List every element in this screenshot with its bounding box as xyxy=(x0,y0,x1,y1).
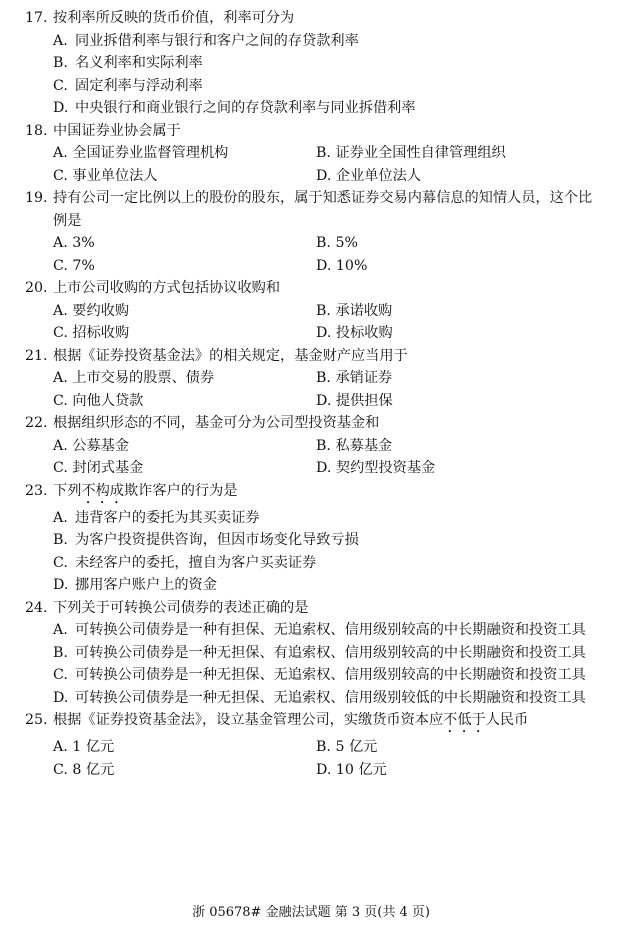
question-text: 根据《证券投资基金法》，设立基金管理公司，实缴货币资本应不低于人民币 xyxy=(53,712,529,728)
question-text: 根据组织形态的不同，基金可分为公司型投资基金和 xyxy=(53,415,380,431)
option-c: C. 8 亿元 xyxy=(53,761,115,778)
option-c: C. 事业单位法人 xyxy=(53,167,158,184)
question-23 xyxy=(0,480,622,597)
question-stem xyxy=(0,480,622,507)
question-18 xyxy=(0,120,622,188)
question-number: 23. xyxy=(25,482,48,499)
option-a: A. 全国证券业监督管理机构 xyxy=(53,145,229,161)
option-c: C. 可转换公司债券是一种无担保、无追索权、信用级别较高的中长期融资和投资工具 xyxy=(53,667,586,683)
question-number: 19. xyxy=(25,190,48,206)
option-d: D. 挪用客户账户上的资金 xyxy=(53,577,217,593)
option-c: C. 固定利率与浮动利率 xyxy=(53,77,203,94)
option-c: C. 封闭式基金 xyxy=(53,460,144,476)
option-d: D. 提供担保 xyxy=(316,392,393,409)
question-22 xyxy=(0,412,622,480)
question-text: 根据《证券投资基金法》的相关规定，基金财产应当用于 xyxy=(53,347,408,364)
option-d: D. 10 亿元 xyxy=(316,761,387,778)
question-number: 24. xyxy=(25,599,48,616)
option-d: D. 企业单位法人 xyxy=(316,167,422,184)
option-c: C. 向他人贷款 xyxy=(53,392,144,409)
question-text: 下列关于可转换公司债券的表述正确的是 xyxy=(53,599,309,616)
option-c: C. 7% xyxy=(53,257,95,274)
option-b: B. 5% xyxy=(316,235,358,251)
emphasis-text: 不低于 xyxy=(443,712,486,728)
option-b: B. 承诺收购 xyxy=(316,302,393,319)
question-number: 20. xyxy=(25,280,48,296)
question-text: 按利率所反映的货币价值，利率可分为 xyxy=(53,10,295,26)
option-b: B. 私募基金 xyxy=(316,437,393,454)
option-b: B. 5 亿元 xyxy=(316,739,378,755)
question-stem xyxy=(0,277,622,300)
option-b: B. 为客户投资提供咨询，但因市场变化导致亏损 xyxy=(53,532,359,548)
option-b: B. 证券业全国性自律管理组织 xyxy=(316,145,506,161)
question-text: 下列不构成欺诈客户的行为是 xyxy=(53,482,238,499)
option-b: B. 可转换公司债券是一种无担保、有追索权、信用级别较高的中长期融资和投资工具 xyxy=(53,644,586,661)
option-d: D. 契约型投资基金 xyxy=(316,460,436,476)
question-stem xyxy=(0,120,622,143)
question-17 xyxy=(0,7,622,120)
question-stem xyxy=(0,709,622,736)
question-21 xyxy=(0,345,622,413)
option-a: A. 同业拆借利率与银行和客户之间的存贷款利率 xyxy=(53,32,359,49)
option-d: D. 可转换公司债券是一种无担保、无追索权、信用级别较低的中长期融资和投资工具 xyxy=(53,689,586,706)
option-d: D. 投标收购 xyxy=(316,325,393,341)
question-stem xyxy=(0,7,622,30)
question-number: 22. xyxy=(25,415,48,431)
option-d: D. 中央银行和商业银行之间的存贷款利率与同业拆借利率 xyxy=(53,100,416,116)
emphasis-text: 不构成 xyxy=(81,482,124,499)
option-a: A. 3% xyxy=(53,235,95,251)
question-text: 持有公司一定比例以上的股份的股东，属于知悉证券交易内幕信息的知情人员，这个比例是 xyxy=(53,190,593,229)
option-a: A. 违背客户的委托为其买卖证券 xyxy=(53,509,260,526)
option-a: A. 可转换公司债券是一种有担保、无追索权、信用级别较高的中长期融资和投资工具 xyxy=(53,622,586,638)
question-text: 中国证券业协会属于 xyxy=(53,122,181,139)
option-a: A. 公募基金 xyxy=(53,437,130,454)
option-a: A. 上市交易的股票、债券 xyxy=(53,370,215,386)
question-number: 21. xyxy=(25,347,48,364)
option-a: A. 要约收购 xyxy=(53,302,130,319)
question-text: 上市公司收购的方式包括协议收购和 xyxy=(53,280,281,296)
question-number: 18. xyxy=(25,122,48,139)
option-b: B. 承销证券 xyxy=(316,370,393,386)
question-20 xyxy=(0,277,622,345)
option-c: C. 招标收购 xyxy=(53,325,130,341)
option-a: A. 1 亿元 xyxy=(53,739,115,755)
question-stem xyxy=(0,345,622,368)
question-stem xyxy=(0,597,622,620)
question-stem xyxy=(0,412,622,435)
question-stem xyxy=(0,187,622,232)
question-number: 17. xyxy=(25,10,48,26)
question-24 xyxy=(0,597,622,710)
page-footer: 浙 05678# 金融法试题 第 3 页(共 4 页) xyxy=(192,905,430,920)
option-d: D. 10% xyxy=(316,257,368,274)
question-19 xyxy=(0,187,622,277)
exam-page xyxy=(0,7,622,781)
option-c: C. 未经客户的委托，擅自为客户买卖证券 xyxy=(53,554,317,571)
option-b: B. 名义利率和实际利率 xyxy=(53,55,203,71)
question-25 xyxy=(0,709,622,781)
question-number: 25. xyxy=(25,712,48,728)
